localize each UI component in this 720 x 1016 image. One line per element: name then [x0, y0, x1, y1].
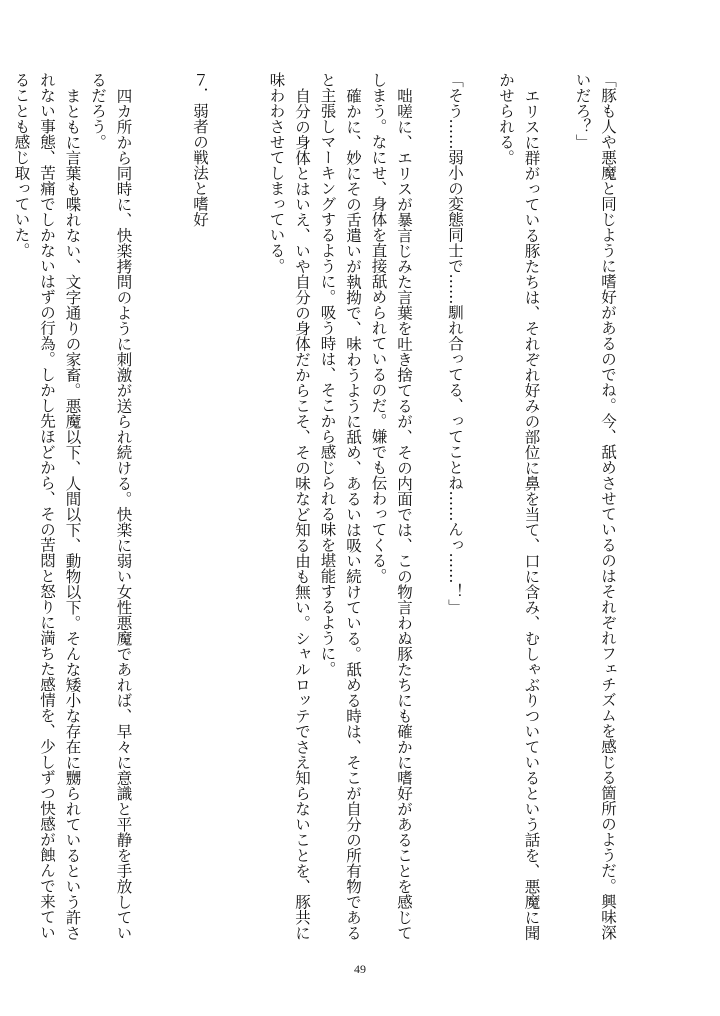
line-spacer: [161, 72, 187, 952]
dialogue-paragraph: 「豚も人や悪魔と同じように嗜好があるのでね。今、舐めさせているのはそれぞれフェチズムを感じる箇所のようだ。興味深いだろ？」: [573, 72, 617, 940]
line-spacer: [467, 72, 493, 952]
narration-paragraph: エリスに群がっている豚たちは、それぞれ好みの部位に鼻を当て、口に含み、むしゃぶりついているという話を、悪魔に聞かせられる。: [497, 72, 541, 940]
narration-paragraph: 自分の身体とはいえ、いや自分の身体だからこそ、その味など知る由も無い。シャルロッテでさえ知らないことを、豚共に味わわさせてしまっている。: [267, 72, 311, 940]
narration-paragraph: まともに言葉も喋れない、文字通りの家畜。悪魔以下、人間以下、動物以下。そんな矮小な存在に嬲られているという許されない事態、苦痛でしかないはずの行為。しかし先ほどから、その苦悶と怒りに満ちた感情を、少しずつ快感が蝕んで来ていることも感じ取っていた。: [12, 72, 82, 940]
page-number: 49: [354, 962, 366, 976]
narration-paragraph: 四カ所から同時に、快楽拷問のように刺激が送られ続ける。快楽に弱い女性悪魔であれば、早々に意識と平静を手放しているだろう。: [89, 72, 133, 940]
line-spacer: [238, 72, 264, 952]
vertical-text-body: [12, 72, 620, 952]
line-spacer: [136, 72, 162, 952]
line-spacer: [212, 72, 238, 952]
chapter-heading: ７．弱者の戦法と嗜好: [191, 72, 209, 227]
line-spacer: [416, 72, 442, 952]
narration-paragraph: 咄嗟に、エリスが暴言じみた言葉を吐き捨てるが、その内面では、この物言わぬ豚たちにも確かに嗜好があることを感じてしまう。なにせ、身体を直接舐められているのだ。嫌でも伝わってくる。: [369, 72, 413, 940]
dialogue-paragraph: 「そう……弱小の変態同士で……馴れ合ってる、ってことね……んっ……！」: [446, 72, 464, 615]
line-spacer: [544, 72, 570, 952]
narration-paragraph: 確かに、妙にその舌遣いが執拗で、味わうように舐め、あるいは吸い続けている。舐める時は、そこが自分の所有物であると主張しマーキングするように。吸う時は、そこから感じられる味を堪能するように。: [318, 72, 362, 940]
